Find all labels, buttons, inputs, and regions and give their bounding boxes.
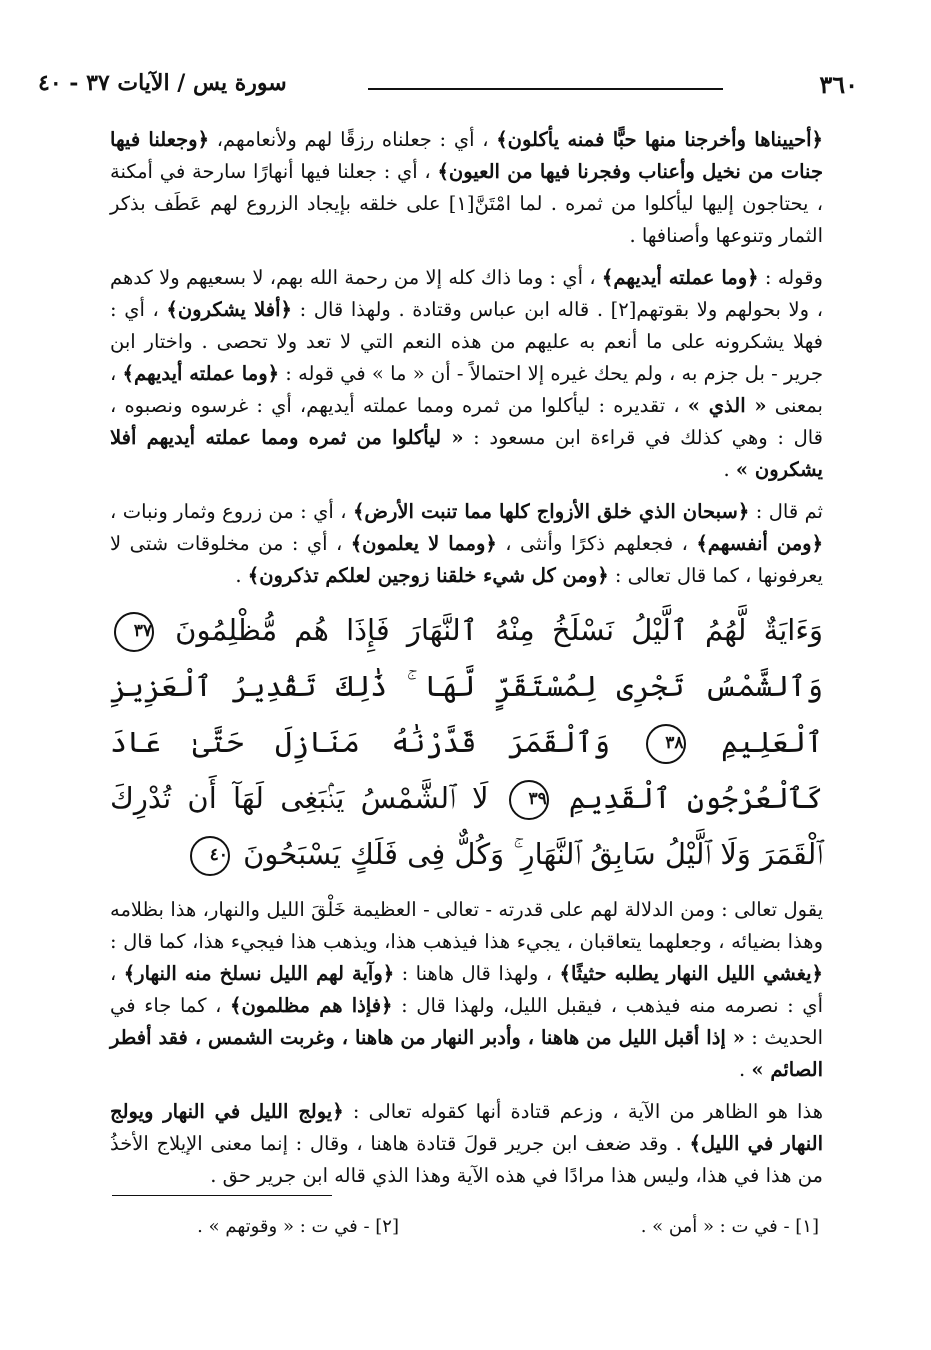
quoted-text: ﴿يغشي الليل النهار يطلبه حثيثًا﴾ [559, 962, 823, 985]
quoted-text: ﴿فإذا هم مظلمون﴾ [230, 994, 393, 1017]
header-rule [368, 88, 723, 90]
quoted-text: « إذا أقبل الليل من هاهنا ، وأدبر النهار من هاهنا ، وغربت الشمس ، فقد أفطر الصائم » [110, 1026, 823, 1081]
quoted-text: ﴿سبحان الذي خلق الأزواج كلها مما تنبت الأرض﴾ [352, 500, 750, 523]
paragraph [110, 1096, 823, 1192]
text-run: . وقد ضعف ابن جرير قولَ قتادة هاهنا ، وقال : إنما معنى الإيلاج الأخذُ من هذا في هذا، وليس هذا مرادًا في هذه الآية وهذا الذي قاله ابن جرير حق . [110, 1132, 823, 1187]
quoted-text: ﴿يولج الليل في النهار ويولج النهار في الليل﴾ [110, 1100, 824, 1155]
verse-text: وَءَايَةٌ لَّهُمُ ٱلَّيْلُ نَسْلَخُ مِنْهُ ٱلنَّهَارَ فَإِذَا هُم مُّظْلِمُونَ [158, 613, 823, 647]
footnote-1: [١] - في ت : « أمن » . [640, 1216, 819, 1237]
quoted-text: « الذي » [687, 394, 767, 417]
footnotes [114, 1216, 819, 1246]
text-run: ، أي : نصرمه منه فيذهب ، فيقبل الليل، ولهذا قال : [110, 962, 823, 1017]
text-run: ، أي : جعلنا فيها أنهارًا سارحة في أمكنة ، يحتاجون إليها ليأكلوا من ثمره . لما امْتَنَّ[١] على خلقه بإيجاد الزروع لهم عَطَف بذكر الثمار وتنوعها وأصنافها . [110, 160, 823, 247]
paragraph [110, 124, 823, 252]
quran-verses [110, 602, 823, 882]
main-text [110, 124, 823, 1202]
ayah-number-marker: ٤٠ [190, 836, 230, 876]
quoted-text: ﴿وجعلنا فيها جنات من نخيل وأعناب وفجرنا فيها من العيون﴾ [110, 128, 823, 183]
quoted-text: ﴿وما عملته أيديهم﴾ [601, 266, 759, 289]
text-run: ، ولهذا قال هاهنا : [394, 962, 560, 985]
text-run: ، بمعنى [110, 362, 823, 417]
text-run: ، أي : من مخلوقات شتى لا يعرفونها ، كما قال تعالى : [110, 532, 823, 587]
quoted-text: ﴿وما عملته أيديهم﴾ [122, 362, 280, 385]
quoted-text: « ليأكلوا من ثمره ومما عملته أيديهم أفلا يشكرون » [110, 426, 823, 481]
verse-text: لَا ٱلشَّمْسُ يَنۢبَغِى لَهَآ أَن تُدْرِكَ ٱلْقَمَرَ وَلَا ٱلَّيْلُ سَابِقُ ٱلنَّهَارِ ۚ وَكُلٌّ فِى فَلَكٍ يَسْبَحُونَ [110, 781, 823, 871]
text-run: . [235, 564, 248, 587]
page-number: ٣٦٠ [819, 70, 858, 99]
text-run: ، أي : من زروع وثمار ونبات ، [110, 500, 353, 523]
text-run: هذا هو الظاهر من الآية ، وزعم قتادة أنها كقوله تعالى : [343, 1100, 823, 1123]
verse-text: وَٱلْقَمَرَ قَدَّرْنَٰهُ مَنَازِلَ حَتَّىٰ عَادَ كَٱلْعُرْجُونِ ٱلْقَدِيمِ [110, 725, 823, 815]
quoted-text: ﴿ومن أنفسهم﴾ [696, 532, 823, 555]
quoted-text: ﴿أحييناها وأخرجنا منها حبًّا فمنه يأكلون﴾ [496, 128, 823, 151]
text-run: وقوله : [758, 266, 823, 289]
footnote-rule [112, 1195, 332, 1196]
quoted-text: ﴿ومما لا يعلمون﴾ [350, 532, 497, 555]
ayah-number-marker: ٣٧ [114, 612, 154, 652]
text-run: ، أي : فهلا يشكرونه على ما أنعم به عليهم من هذه النعم التي لا تعد ولا تحصى . واختار ابن جرير - بل جزم به ، ولم يحك غيره إلا احتمالاً - أن « ما » في قوله : [110, 298, 824, 385]
running-title: سورة يس / الآيات ٣٧ - ٤٠ [38, 70, 287, 96]
quoted-text: ﴿ومن كل شيء خلقنا زوجين لعلكم تذكرون﴾ [247, 564, 609, 587]
text-run: ، أي : وما ذاك كله إلا من رحمة الله بهم، لا بسعيهم ولا كدهم ، ولا بحولهم ولا بقوتهم[٢] . قاله ابن عباس وقتادة . ولهذا قال : [110, 266, 823, 321]
text-run: ، أي : جعلناه رزقًا لهم ولأنعامهم، [209, 128, 497, 151]
quoted-text: ﴿وآية لهم الليل نسلخ منه النهار﴾ [123, 962, 395, 985]
verse-text: وَٱلشَّمْسُ تَجْرِى لِمُسْتَقَرٍّ لَّهَا ۚ ذَٰلِكَ تَقْدِيرُ ٱلْعَزِيزِ ٱلْعَلِيمِ [110, 669, 824, 759]
text-run: ، فجعلهم ذكرًا وأنثى ، [496, 532, 697, 555]
footnote-2: [٢] - في ت : « وقوتهم » . [197, 1216, 399, 1237]
paragraph [110, 894, 823, 1086]
text-run: يقول تعالى : ومن الدلالة لهم على قدرته - تعالى - العظيمة خَلْقَ الليل والنهار، هذا بظلامه وهذا بضيائه ، وجعلهما يتعاقبان ، يجيء هذا فيذهب هذا، ويذهب هذا فيجيء هذا، كما قال : [110, 898, 823, 953]
ayah-number-marker: ٣٩ [509, 780, 549, 820]
text-run: ثم قال : [749, 500, 823, 523]
ayah-number-marker: ٣٨ [646, 724, 686, 764]
paragraph [110, 262, 823, 486]
text-run: . [739, 1058, 752, 1081]
quoted-text: ﴿أفلا يشكرون﴾ [166, 298, 292, 321]
text-run: ، تقديره : ليأكلوا من ثمره ومما عملته أيديهم، أي : غرسوه ونصبوه ، قال : وهي كذلك في قراءة ابن مسعود : [110, 394, 823, 449]
page-header [28, 64, 903, 104]
paragraph [110, 496, 823, 592]
text-run: . [723, 458, 736, 481]
text-run: ، كما جاء في الحديث : [110, 994, 823, 1049]
